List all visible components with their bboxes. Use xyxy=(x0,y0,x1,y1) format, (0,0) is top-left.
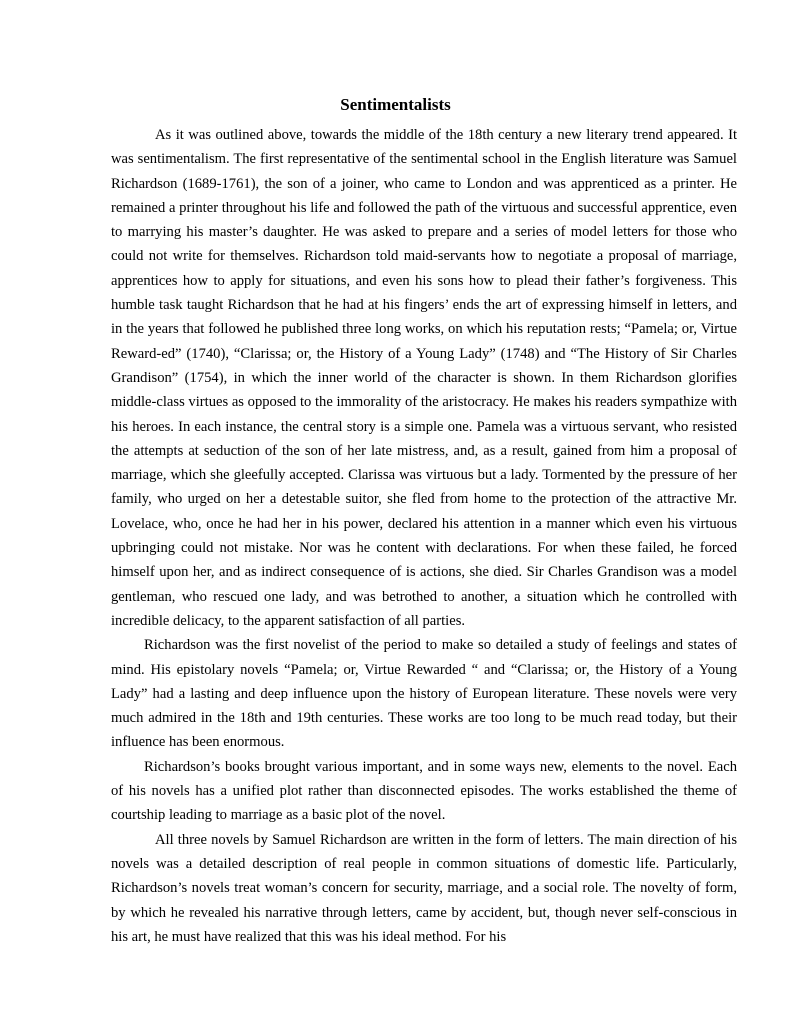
body-text xyxy=(111,123,737,949)
paragraph-2: Richardson was the first novelist of the period to make so detailed a study of feelings and states of mind. His epistolary novels “Pamela; or, Virtue Rewarded “ and “Clarissa; or, the History of a Young Lady” had a lasting and deep influence upon the history of European literature. These novels were very much admired in the 18th and 19th centuries. These works are too long to be much read today, but their influence has been enormous. xyxy=(111,637,737,751)
page-title: Sentimentalists xyxy=(340,95,451,114)
paragraph-4: All three novels by Samuel Richardson are written in the form of letters. The main direction of his novels was a detailed description of real people in common situations of domestic life. Particularly, Richardson’s novels treat woman’s concern for security, marriage, and a social role. The novelty of form, by which he revealed his narrative through letters, came by accident, but, though never self-conscious in his art, he must have realized that this was his ideal method. For his xyxy=(111,831,737,945)
paragraph-3: Richardson’s books brought various important, and in some ways new, elements to the novel. Each of his novels has a unified plot rather than disconnected episodes. The works established the theme of courtship leading to marriage as a basic plot of the novel. xyxy=(111,758,737,824)
paragraph-1: As it was outlined above, towards the middle of the 18th century a new literary trend appeared. It was sentimentalism. The first representative of the sentimental school in the English literature was Samuel Richardson (1689-1761), the son of a joiner, who came to London and was apprenticed as a printer. He remained a printer throughout his life and followed the path of the virtuous and successful apprentice, even to marrying his master’s daughter. He was asked to prepare and a series of model letters for those who could not write for themselves. Richardson told maid-servants how to negotiate a proposal of marriage, apprentices how to apply for situations, and even his sons how to plead their father’s forgiveness. This humble task taught Richardson that he had at his fingers’ ends the art of expressing himself in letters, and in the years that followed he published three long works, on which his reputation rests; “Pamela; or, Virtue Reward-ed” (1740), “Clarissa; or, the History of a Young Lady” (1748) and “The History of Sir Charles Grandison” (1754), in which the inner world of the character is shown. In them Richardson glorifies middle-class virtues as opposed to the immorality of the aristocracy. He makes his readers sympathize with his heroes. In each instance, the central story is a simple one. Pamela was a virtuous servant, who resisted the attempts at seduction of the son of her late mistress, and, as a result, gained from him a proposal of marriage, which she gleefully accepted. Clarissa was virtuous but a lady. Tormented by the pressure of her family, who urged on her a detestable suitor, she fled from home to the protection of the attractive Mr. Lovelace, who, once he had her in his power, declared his attention in a manner which even his virtuous upbringing could not mistake. Nor was he content with declarations. For when these failed, he forced himself upon her, and as indirect consequence of is actions, she died. Sir Charles Grandison was a model gentleman, who rescued one lady, and was betrothed to another, a situation which he controlled with incredible delicacy, to the apparent satisfaction of all parties. xyxy=(111,127,737,629)
